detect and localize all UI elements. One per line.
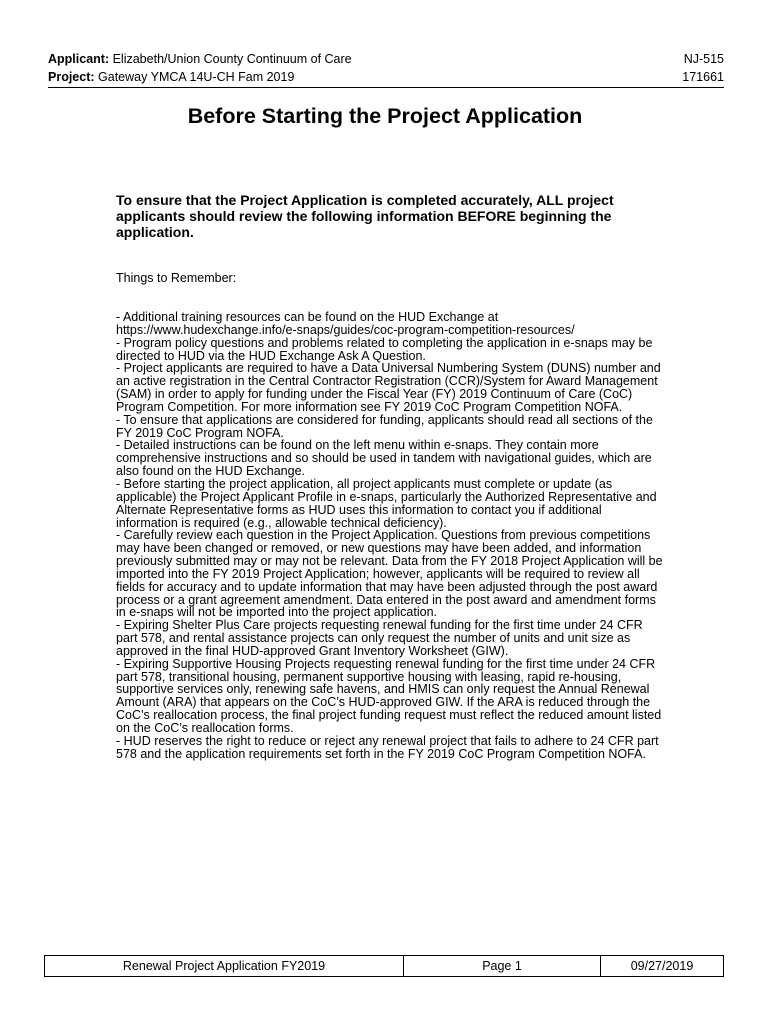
intro-text: To ensure that the Project Application is completed accurately, ALL project applicants should review the following information BEFORE beginning the application. bbox=[116, 192, 614, 240]
page-header bbox=[48, 50, 724, 86]
instruction-item: - Detailed instructions can be found on the left menu within e-snaps. They contain more comprehensive instructions and so should be used in tandem with navigational guides, which are also found on the HUD Exchange. bbox=[116, 438, 652, 479]
applicant-label: Applicant: bbox=[48, 52, 110, 66]
instruction-item: - Project applicants are required to have a Data Universal Numbering System (DUNS) number and an active registration in the Central Contractor Registration (CCR)/System for Award Management (SAM) in order to apply for funding under the Fiscal Year (FY) 2019 Continuum of Care (CoC) Program Competition. For more information see FY 2019 CoC Program Competition NOFA. bbox=[116, 361, 661, 414]
applicant-value: Elizabeth/Union County Continuum of Care bbox=[112, 52, 352, 66]
instruction-item: - Before starting the project application, all project applicants must complete or update (as applicable) the Project Applicant Profile in e-snaps, particularly the Authorized Representative and Alternate Representative forms as HUD uses this information to contact you if additional information is required (e.g., allowable technical deficiency). bbox=[116, 476, 657, 530]
footer-doc-name: Renewal Project Application FY2019 bbox=[45, 956, 404, 976]
things-to-remember-label: Things to Remember: bbox=[116, 271, 237, 285]
project-line bbox=[48, 68, 294, 86]
header-row-project bbox=[48, 68, 724, 86]
coc-number: NJ-515 bbox=[683, 52, 724, 66]
header-row-applicant bbox=[48, 50, 724, 68]
project-value: Gateway YMCA 14U-CH Fam 2019 bbox=[98, 70, 295, 84]
page-footer bbox=[44, 955, 724, 977]
instruction-item: - To ensure that applications are considered for funding, applicants should read all sections of the FY 2019 CoC Program NOFA. bbox=[116, 412, 653, 440]
project-number: 171661 bbox=[682, 70, 724, 84]
instruction-item: - HUD reserves the right to reduce or reject any renewal project that fails to adhere to 24 CFR part 578 and the application requirements set forth in the FY 2019 CoC Program Competition NOFA. bbox=[116, 733, 659, 761]
instruction-item: - Expiring Supportive Housing Projects requesting renewal funding for the first time under 24 CFR part 578, transitional housing, permanent supportive housing with leasing, rapid re-housing, supportive services only, renewing safe havens, and HMIS can only request the Annual Renewal Amount (ARA) that appears on the CoC’s HUD-approved GIW. If the ARA is reduced through the CoC’s reallocation process, the final project funding request must reflect the reduced amount listed on the CoC’s reallocation forms. bbox=[116, 656, 662, 735]
header-divider bbox=[48, 87, 724, 88]
applicant-line bbox=[48, 50, 352, 68]
instruction-item: - Additional training resources can be found on the HUD Exchange at https://www.hudexchange.info/e-snaps/guides/coc-program-competition-resources/ bbox=[116, 310, 575, 337]
project-label: Project: bbox=[48, 70, 95, 84]
page-title: Before Starting the Project Application bbox=[187, 104, 583, 128]
instructions-body bbox=[116, 311, 664, 761]
footer-date: 09/27/2019 bbox=[630, 959, 694, 973]
instruction-item: - Expiring Shelter Plus Care projects requesting renewal funding for the first time under 24 CFR part 578, and rental assistance projects can only request the number of units and unit size as approved in the final HUD-approved Grant Inventory Worksheet (GIW). bbox=[116, 618, 643, 658]
footer-page-number: Page 1 bbox=[404, 956, 601, 976]
instruction-item: - Program policy questions and problems related to completing the application in e-snaps may be directed to HUD via the HUD Exchange Ask A Question. bbox=[116, 335, 653, 363]
instruction-item: - Carefully review each question in the Project Application. Questions from previous competitions may have been changed or removed, or new questions may have been added, and information previously submitted may or may not be relevant. Data from the FY 2018 Project Application will be imported into the FY 2019 Project Application; however, applicants will be required to review all fields for accuracy and to update information that may have been adjusted through the post award process or a grant agreement amendment. Data entered in the post award and amendment forms in e-snaps will not be imported into the project application. bbox=[116, 528, 663, 620]
